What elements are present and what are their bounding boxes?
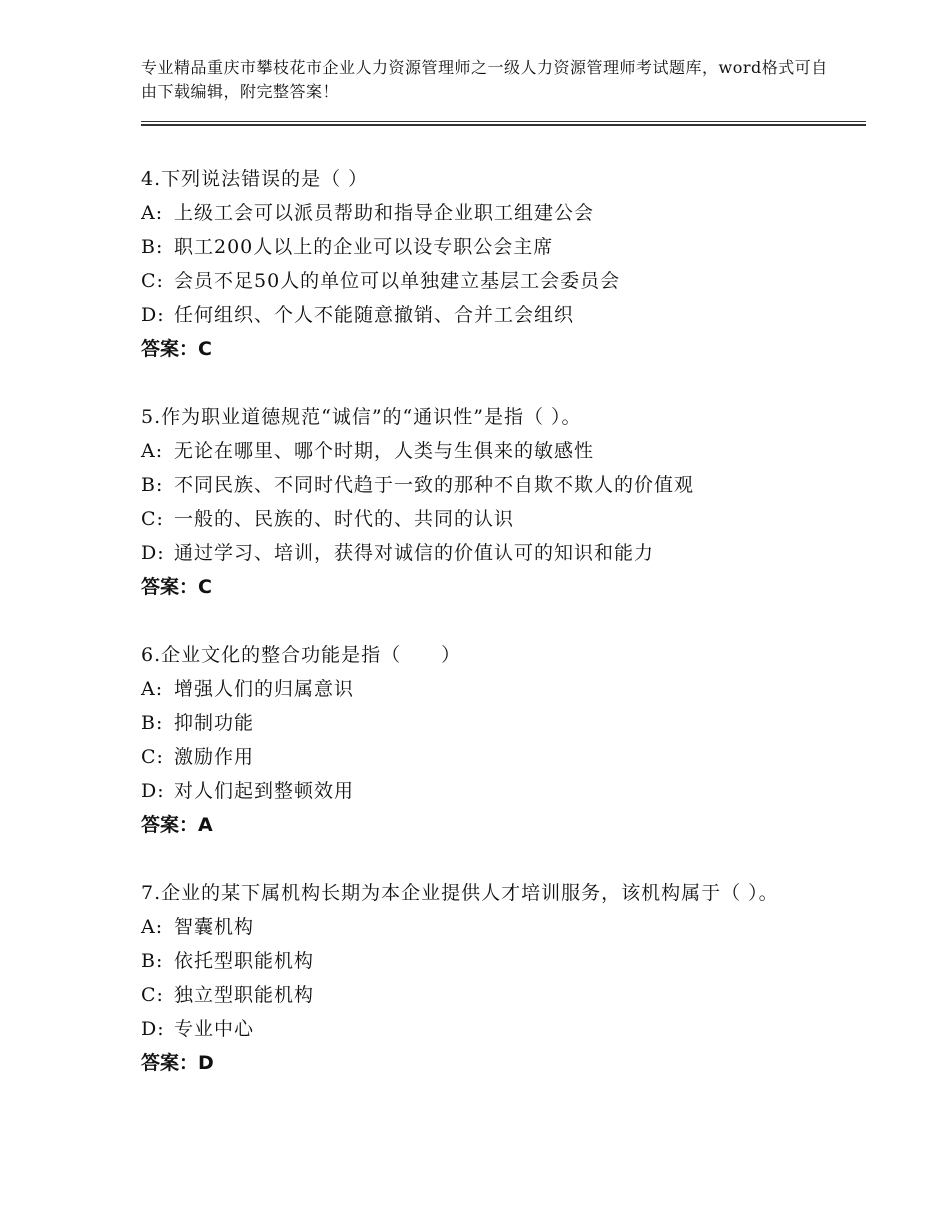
option-key: B: [141, 712, 164, 734]
option-key: A: [141, 440, 164, 462]
option-text: 会员不足50人的单位可以单独建立基层工会委员会 [174, 270, 621, 292]
option-a [141, 196, 841, 230]
option-key: D: [141, 304, 165, 326]
option-d [141, 536, 841, 570]
option-text: 通过学习、培训，获得对诚信的价值认可的知识和能力 [174, 542, 655, 564]
option-c [141, 740, 841, 774]
option-key: A: [141, 678, 164, 700]
option-key: C: [141, 508, 164, 530]
option-key: C: [141, 746, 164, 768]
question-title: 7.企业的某下属机构长期为本企业提供人才培训服务，该机构属于（ ）。 [141, 882, 779, 904]
option-key: C: [141, 270, 164, 292]
header-divider [141, 121, 866, 122]
option-text: 不同民族、不同时代趋于一致的那种不自欺不欺人的价值观 [174, 474, 695, 496]
option-key: D: [141, 1018, 165, 1040]
option-b [141, 468, 841, 502]
option-text: 抑制功能 [174, 712, 255, 734]
option-a [141, 672, 841, 706]
option-text: 任何组织、个人不能随意撤销、合并工会组织 [174, 304, 575, 326]
option-d [141, 1012, 841, 1046]
answer-label: 答案：C [141, 338, 212, 360]
option-key: C: [141, 984, 164, 1006]
question-title: 4.下列说法错误的是（ ） [141, 168, 369, 190]
option-key: D: [141, 542, 165, 564]
option-b [141, 230, 841, 264]
option-c [141, 264, 841, 298]
option-b [141, 944, 841, 978]
option-key: A: [141, 202, 164, 224]
document-header: 专业精品重庆市攀枝花市企业人力资源管理师之一级人力资源管理师考试题库，word格式可自由下载编辑，附完整答案！ [141, 58, 828, 101]
question-title: 6.企业文化的整合功能是指（ ） [141, 644, 462, 666]
option-b [141, 706, 841, 740]
option-c [141, 502, 841, 536]
answer-label: 答案：A [141, 814, 213, 836]
answer-label: 答案：D [141, 1052, 214, 1074]
option-text: 专业中心 [174, 1018, 255, 1040]
question-4 [141, 162, 841, 366]
option-text: 增强人们的归属意识 [174, 678, 355, 700]
option-key: B: [141, 236, 164, 258]
option-c [141, 978, 841, 1012]
option-text: 无论在哪里、哪个时期，人类与生俱来的敏感性 [174, 440, 595, 462]
option-text: 对人们起到整顿效用 [174, 780, 355, 802]
option-text: 职工200人以上的企业可以设专职公会主席 [174, 236, 554, 258]
option-text: 一般的、民族的、时代的、共同的认识 [174, 508, 515, 530]
header-divider-thick [141, 124, 866, 126]
option-text: 智囊机构 [174, 916, 255, 938]
question-list [141, 162, 841, 1114]
question-title: 5.作为职业道德规范“诚信”的“通识性”是指（ ）。 [141, 406, 582, 428]
option-a [141, 910, 841, 944]
answer-label: 答案：C [141, 576, 212, 598]
option-text: 激励作用 [174, 746, 255, 768]
option-text: 依托型职能机构 [174, 950, 315, 972]
option-a [141, 434, 841, 468]
option-d [141, 298, 841, 332]
option-key: D: [141, 780, 165, 802]
option-d [141, 774, 841, 808]
question-6 [141, 638, 841, 842]
option-text: 独立型职能机构 [174, 984, 315, 1006]
option-key: B: [141, 950, 164, 972]
option-text: 上级工会可以派员帮助和指导企业职工组建公会 [174, 202, 595, 224]
question-5 [141, 400, 841, 604]
option-key: A: [141, 916, 164, 938]
option-key: B: [141, 474, 164, 496]
question-7 [141, 876, 841, 1080]
